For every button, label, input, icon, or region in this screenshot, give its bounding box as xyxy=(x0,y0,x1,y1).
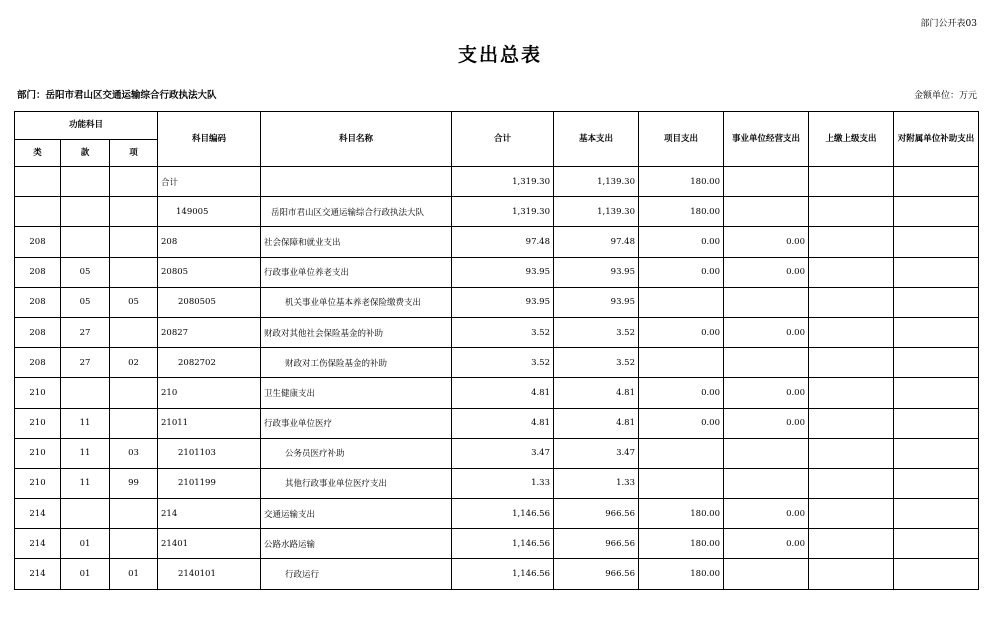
table-row xyxy=(15,438,979,468)
cell-code: 20805 xyxy=(158,257,261,287)
cell-code: 2080505 xyxy=(158,287,261,317)
cell-project xyxy=(639,287,724,317)
table-row xyxy=(15,287,979,317)
cell-code: 20827 xyxy=(158,317,261,347)
cell-project: 0.00 xyxy=(639,408,724,438)
cell-xiang: 03 xyxy=(110,438,158,468)
cell-xiang xyxy=(110,257,158,287)
cell-project: 180.00 xyxy=(639,559,724,589)
header-superior: 上缴上级支出 xyxy=(809,112,894,167)
cell-basic: 3.52 xyxy=(554,317,639,347)
form-id: 部门公开表03 xyxy=(920,19,977,29)
cell-project xyxy=(639,348,724,378)
cell-subsidiary xyxy=(894,287,979,317)
cell-business xyxy=(724,438,809,468)
cell-kuan xyxy=(61,378,110,408)
cell-xiang xyxy=(110,167,158,197)
table-row xyxy=(15,257,979,287)
cell-business xyxy=(724,559,809,589)
cell-total: 1,146.56 xyxy=(452,499,554,529)
cell-code: 合计 xyxy=(158,167,261,197)
cell-name: 岳阳市君山区交通运输综合行政执法大队 xyxy=(261,197,452,227)
cell-lei: 210 xyxy=(15,438,61,468)
cell-project: 0.00 xyxy=(639,378,724,408)
cell-kuan: 11 xyxy=(61,438,110,468)
cell-code: 149005 xyxy=(158,197,261,227)
cell-subsidiary xyxy=(894,468,979,498)
cell-code: 2140101 xyxy=(158,559,261,589)
cell-total: 1,319.30 xyxy=(452,197,554,227)
header-project: 项目支出 xyxy=(639,112,724,167)
cell-lei: 208 xyxy=(15,348,61,378)
cell-subsidiary xyxy=(894,378,979,408)
cell-project xyxy=(639,468,724,498)
cell-total: 1,319.30 xyxy=(452,167,554,197)
cell-subsidiary xyxy=(894,227,979,257)
cell-code: 210 xyxy=(158,378,261,408)
cell-superior xyxy=(809,529,894,559)
cell-kuan: 27 xyxy=(61,348,110,378)
cell-total: 1,146.56 xyxy=(452,559,554,589)
cell-lei: 208 xyxy=(15,227,61,257)
table-row xyxy=(15,197,979,227)
cell-business: 0.00 xyxy=(724,499,809,529)
cell-superior xyxy=(809,257,894,287)
table-row xyxy=(15,529,979,559)
cell-business: 0.00 xyxy=(724,227,809,257)
cell-superior xyxy=(809,348,894,378)
cell-total: 1,146.56 xyxy=(452,529,554,559)
cell-subsidiary xyxy=(894,559,979,589)
cell-project: 180.00 xyxy=(639,529,724,559)
table-row xyxy=(15,468,979,498)
cell-subsidiary xyxy=(894,167,979,197)
header-kuan: 款 xyxy=(61,140,110,167)
cell-xiang xyxy=(110,317,158,347)
page-title: 支出总表 xyxy=(457,44,542,66)
header-name: 科目名称 xyxy=(261,112,452,167)
cell-xiang xyxy=(110,378,158,408)
cell-name: 行政事业单位医疗 xyxy=(261,408,452,438)
cell-kuan: 05 xyxy=(61,287,110,317)
cell-name xyxy=(261,167,452,197)
cell-project: 180.00 xyxy=(639,197,724,227)
cell-total: 4.81 xyxy=(452,408,554,438)
cell-lei: 208 xyxy=(15,257,61,287)
cell-kuan xyxy=(61,197,110,227)
cell-business: 0.00 xyxy=(724,257,809,287)
table-row xyxy=(15,167,979,197)
cell-kuan xyxy=(61,499,110,529)
cell-basic: 966.56 xyxy=(554,529,639,559)
cell-total: 3.52 xyxy=(452,348,554,378)
unit-label: 金额单位：万元 xyxy=(913,91,977,101)
cell-code: 2082702 xyxy=(158,348,261,378)
cell-basic: 1.33 xyxy=(554,468,639,498)
cell-lei: 208 xyxy=(15,317,61,347)
cell-basic: 93.95 xyxy=(554,287,639,317)
cell-code: 2101199 xyxy=(158,468,261,498)
header-xiang: 项 xyxy=(110,140,158,167)
department-label: 部门：岳阳市君山区交通运输综合行政执法大队 xyxy=(17,90,217,101)
cell-superior xyxy=(809,167,894,197)
cell-code: 21011 xyxy=(158,408,261,438)
cell-superior xyxy=(809,317,894,347)
cell-code: 21401 xyxy=(158,529,261,559)
cell-basic: 966.56 xyxy=(554,559,639,589)
cell-kuan: 11 xyxy=(61,468,110,498)
cell-kuan: 01 xyxy=(61,529,110,559)
cell-business xyxy=(724,468,809,498)
expenditure-table xyxy=(14,111,979,590)
table-body xyxy=(15,167,979,590)
cell-total: 3.52 xyxy=(452,317,554,347)
cell-kuan: 11 xyxy=(61,408,110,438)
header-subsidiary: 对附属单位补助支出 xyxy=(894,112,979,167)
cell-business xyxy=(724,287,809,317)
header-total: 合计 xyxy=(452,112,554,167)
cell-basic: 966.56 xyxy=(554,499,639,529)
cell-lei: 210 xyxy=(15,468,61,498)
cell-superior xyxy=(809,227,894,257)
cell-business xyxy=(724,348,809,378)
cell-total: 93.95 xyxy=(452,287,554,317)
header-func-subject: 功能科目 xyxy=(15,112,158,140)
cell-name: 财政对其他社会保险基金的补助 xyxy=(261,317,452,347)
cell-code: 2101103 xyxy=(158,438,261,468)
table-row xyxy=(15,227,979,257)
cell-name: 财政对工伤保险基金的补助 xyxy=(261,348,452,378)
header-business: 事业单位经营支出 xyxy=(724,112,809,167)
cell-superior xyxy=(809,468,894,498)
table-row xyxy=(15,499,979,529)
cell-subsidiary xyxy=(894,197,979,227)
cell-name: 交通运输支出 xyxy=(261,499,452,529)
table-row xyxy=(15,317,979,347)
cell-total: 1.33 xyxy=(452,468,554,498)
cell-subsidiary xyxy=(894,499,979,529)
cell-code: 208 xyxy=(158,227,261,257)
cell-project: 0.00 xyxy=(639,257,724,287)
cell-total: 93.95 xyxy=(452,257,554,287)
cell-name: 公务员医疗补助 xyxy=(261,438,452,468)
cell-business xyxy=(724,197,809,227)
cell-name: 公路水路运输 xyxy=(261,529,452,559)
cell-kuan: 27 xyxy=(61,317,110,347)
cell-lei: 210 xyxy=(15,378,61,408)
cell-name: 行政事业单位养老支出 xyxy=(261,257,452,287)
cell-xiang xyxy=(110,529,158,559)
cell-subsidiary xyxy=(894,438,979,468)
cell-kuan xyxy=(61,227,110,257)
cell-superior xyxy=(809,438,894,468)
cell-basic: 1,139.30 xyxy=(554,197,639,227)
cell-xiang xyxy=(110,499,158,529)
cell-project: 180.00 xyxy=(639,499,724,529)
cell-xiang xyxy=(110,408,158,438)
cell-project: 0.00 xyxy=(639,317,724,347)
cell-lei: 214 xyxy=(15,559,61,589)
cell-subsidiary xyxy=(894,348,979,378)
cell-superior xyxy=(809,378,894,408)
cell-business: 0.00 xyxy=(724,378,809,408)
cell-kuan: 05 xyxy=(61,257,110,287)
cell-xiang: 02 xyxy=(110,348,158,378)
cell-subsidiary xyxy=(894,529,979,559)
cell-basic: 4.81 xyxy=(554,378,639,408)
cell-xiang: 01 xyxy=(110,559,158,589)
cell-business: 0.00 xyxy=(724,408,809,438)
cell-superior xyxy=(809,499,894,529)
cell-xiang: 05 xyxy=(110,287,158,317)
cell-code: 214 xyxy=(158,499,261,529)
table-row xyxy=(15,378,979,408)
cell-business xyxy=(724,167,809,197)
cell-basic: 4.81 xyxy=(554,408,639,438)
cell-project: 0.00 xyxy=(639,227,724,257)
cell-total: 97.48 xyxy=(452,227,554,257)
cell-business: 0.00 xyxy=(724,529,809,559)
table-row xyxy=(15,348,979,378)
header-code: 科目编码 xyxy=(158,112,261,167)
cell-superior xyxy=(809,287,894,317)
cell-lei: 214 xyxy=(15,499,61,529)
cell-lei xyxy=(15,197,61,227)
cell-name: 行政运行 xyxy=(261,559,452,589)
cell-kuan xyxy=(61,167,110,197)
cell-superior xyxy=(809,559,894,589)
cell-total: 3.47 xyxy=(452,438,554,468)
cell-basic: 3.52 xyxy=(554,348,639,378)
cell-basic: 93.95 xyxy=(554,257,639,287)
cell-name: 其他行政事业单位医疗支出 xyxy=(261,468,452,498)
cell-name: 社会保障和就业支出 xyxy=(261,227,452,257)
cell-name: 机关事业单位基本养老保险缴费支出 xyxy=(261,287,452,317)
cell-project xyxy=(639,438,724,468)
cell-superior xyxy=(809,408,894,438)
cell-basic: 1,139.30 xyxy=(554,167,639,197)
cell-subsidiary xyxy=(894,408,979,438)
cell-basic: 97.48 xyxy=(554,227,639,257)
cell-basic: 3.47 xyxy=(554,438,639,468)
cell-lei xyxy=(15,167,61,197)
table-row xyxy=(15,408,979,438)
cell-superior xyxy=(809,197,894,227)
cell-lei: 214 xyxy=(15,529,61,559)
cell-xiang xyxy=(110,227,158,257)
header-basic: 基本支出 xyxy=(554,112,639,167)
cell-kuan: 01 xyxy=(61,559,110,589)
cell-business: 0.00 xyxy=(724,317,809,347)
cell-subsidiary xyxy=(894,257,979,287)
cell-total: 4.81 xyxy=(452,378,554,408)
cell-subsidiary xyxy=(894,317,979,347)
cell-name: 卫生健康支出 xyxy=(261,378,452,408)
table-row xyxy=(15,559,979,589)
cell-xiang xyxy=(110,197,158,227)
header-lei: 类 xyxy=(15,140,61,167)
cell-lei: 208 xyxy=(15,287,61,317)
cell-lei: 210 xyxy=(15,408,61,438)
cell-xiang: 99 xyxy=(110,468,158,498)
cell-project: 180.00 xyxy=(639,167,724,197)
